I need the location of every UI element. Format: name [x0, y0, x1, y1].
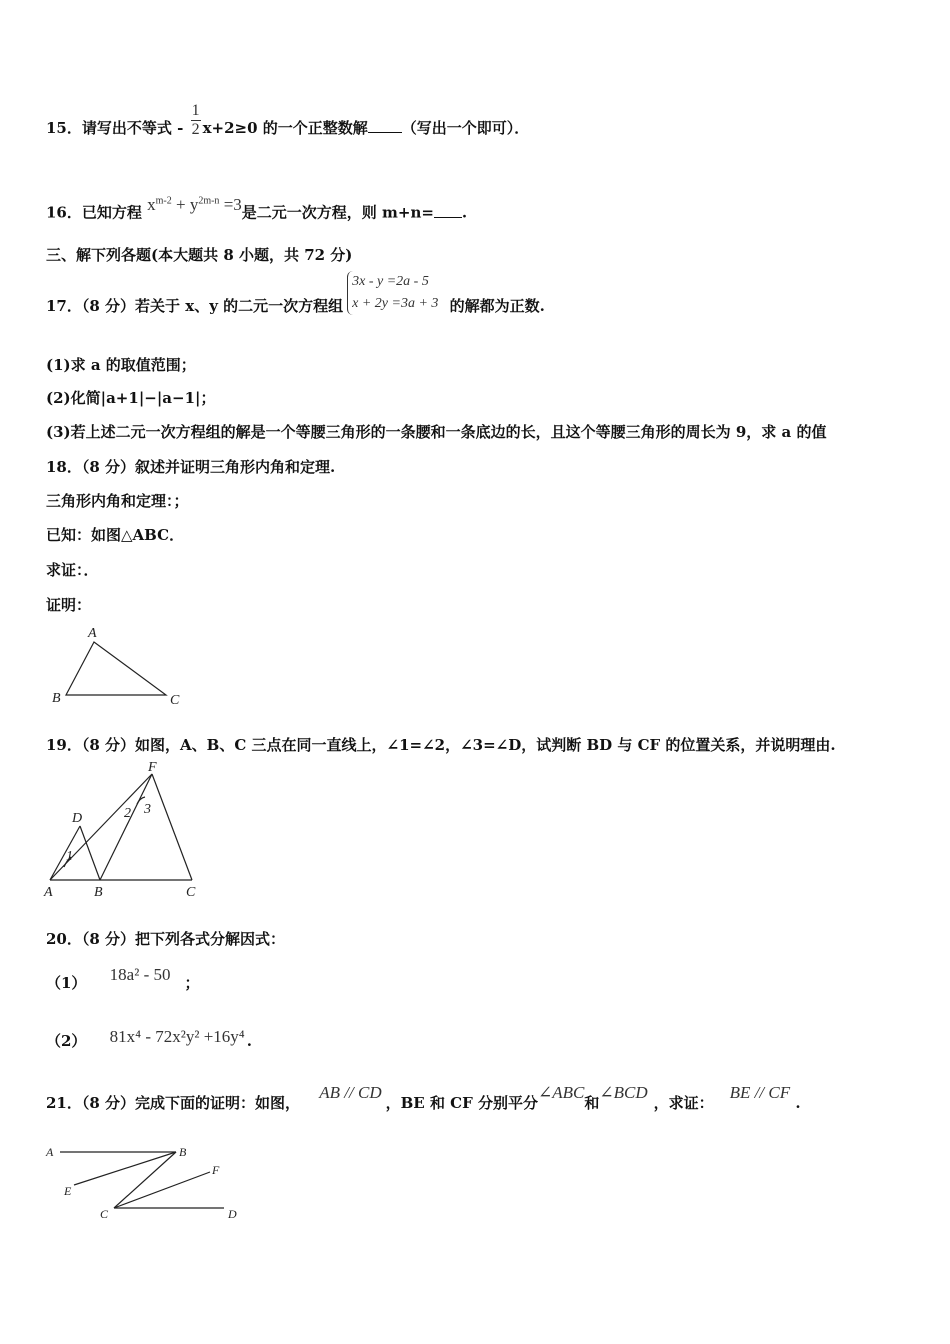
q20-s1: ； [184, 974, 200, 992]
q19-number: 19． [46, 736, 82, 754]
q15-text-b: x+2≥0 的一个正整数解 [202, 119, 368, 137]
q19-line-fc [152, 774, 192, 880]
q19-line-bf [100, 774, 152, 880]
q17-line [46, 274, 545, 316]
q21-math-be-cf: BE // CF [729, 1083, 791, 1102]
q17-p3-text: (3)若上述二元一次方程组的解是一个等腰三角形的一条腰和一条底边的长，且这个等腰三角形的周长为 9，求 a 的值 [46, 423, 827, 441]
q16-text-c: . [461, 203, 468, 222]
q21-label-d: D [228, 1207, 237, 1221]
q18-l3: 求证：． [46, 561, 99, 579]
q15-frac-num: 1 [191, 101, 200, 119]
q15-text-a: 请写出不等式 - [81, 119, 184, 137]
q21-label-b: B [179, 1145, 187, 1159]
q16-exp2: 2m-n [198, 195, 220, 206]
q16-eq: =3 [219, 194, 242, 214]
q16-text-a: 已知方程 [81, 203, 142, 222]
q17-number: 17． [46, 297, 82, 315]
q16-equation [147, 195, 242, 214]
q18-given [46, 525, 184, 545]
q21-math-bcd: ∠BCD [599, 1083, 648, 1102]
q19-label-a: A [44, 885, 53, 900]
q20-expr2: 81x⁴ - 72x²y² +16y⁴ [109, 1027, 245, 1046]
q20-line [46, 929, 285, 949]
q21-label-e: E [64, 1184, 72, 1198]
q16-answer-blank [434, 217, 462, 218]
q17-part1 [46, 355, 196, 375]
q19-line [46, 735, 836, 755]
q16-number: 16． [46, 203, 82, 222]
q19-label-f: F [148, 760, 157, 775]
q17-p2-text: (2)化简|a+1|−|a−1|； [46, 389, 216, 407]
q21-line-be [74, 1152, 176, 1185]
q21-text-b: ，BE 和 CF 分别平分 [385, 1094, 538, 1112]
q18-theorem [46, 491, 189, 511]
q17-part3 [46, 422, 826, 442]
q20-number: 20． [46, 930, 82, 948]
q19-text: （8 分）如图，A、B、C 三点在同一直线上，∠1=∠2，∠3=∠D，试判断 BD 与 CF 的位置关系，并说明理由. [81, 736, 836, 754]
q15-line [46, 101, 530, 139]
q18-triangle [66, 642, 166, 695]
q19-label-3: 3 [144, 802, 151, 817]
q17-part2 [46, 388, 215, 408]
section-title: 三、解下列各题(本大题共 8 小题，共 72 分) [46, 246, 353, 264]
q17-text-b: 的解都为正数. [444, 297, 545, 315]
q17-text-a: （8 分）若关于 x、y 的二元一次方程组 [81, 297, 344, 315]
q20-s2: . [246, 1032, 252, 1050]
q21-math-ab-cd: AB // CD [319, 1083, 382, 1102]
q20-expr1: 18a² - 50 [109, 965, 171, 984]
q21-text-e: . [790, 1094, 801, 1112]
q18-label-b: B [52, 691, 61, 706]
q18-label-a: A [88, 626, 97, 641]
q21-label-c: C [100, 1207, 109, 1221]
q21-figure [46, 1140, 256, 1225]
q18-line [46, 457, 335, 477]
q18-l1: 三角形内角和定理：； [46, 492, 189, 510]
q15-text-c: （写出一个即可）． [401, 119, 530, 137]
q21-number: 21． [46, 1094, 82, 1112]
q20-i2-label: （2） [46, 1032, 87, 1050]
q17-eq1: 3x - y =2a - 5 [352, 274, 429, 289]
q21-math-abc: ∠ABC [538, 1083, 585, 1102]
q19-label-1: 1 [66, 849, 73, 864]
q16-line [46, 194, 468, 223]
q19-label-d: D [72, 811, 83, 826]
q17-p1-text: (1)求 a 的取值范围； [46, 356, 196, 374]
q18-proof [46, 595, 91, 615]
q18-label-c: C [170, 693, 180, 708]
q20-item2 [46, 1027, 252, 1051]
q16-x: x [147, 194, 156, 214]
q18-l4: 证明： [46, 596, 92, 614]
q21-text-d: ，求证： [653, 1094, 714, 1112]
q21-line-cf [114, 1172, 210, 1208]
q18-text: （8 分）叙述并证明三角形内角和定理. [81, 458, 336, 476]
section-header [46, 245, 352, 265]
q15-answer-blank [368, 132, 402, 133]
q18-l2: 已知：如图△ABC． [46, 526, 185, 544]
q21-text-a: （8 分）完成下面的证明：如图， [81, 1094, 301, 1112]
q16-exp1: m-2 [155, 195, 172, 206]
q19-label-b: B [94, 885, 103, 900]
q18-triangle-figure [46, 622, 196, 712]
q21-label-a: A [46, 1145, 54, 1159]
q18-number: 18． [46, 458, 82, 476]
q17-eq2: x + 2y =3a + 3 [352, 296, 439, 311]
q15-fraction [191, 102, 201, 139]
q20-text: （8 分）把下列各式分解因式： [81, 930, 286, 948]
q17-equation-system [347, 271, 438, 315]
q20-item1 [46, 965, 200, 993]
q21-line-bc [114, 1152, 176, 1208]
q16-plus-y: + y [171, 194, 199, 214]
q21-label-f: F [212, 1163, 220, 1177]
q18-prove [46, 560, 99, 580]
q19-label-2: 2 [124, 806, 131, 821]
q15-frac-den: 2 [191, 120, 200, 138]
q19-line-db [80, 826, 100, 880]
q20-i1-label: （1） [46, 974, 87, 992]
q16-text-b: 是二元一次方程，则 m+n= [241, 203, 434, 222]
q21-line [46, 1083, 801, 1113]
q19-figure [44, 760, 214, 900]
q15-number: 15． [46, 119, 82, 137]
q21-text-c: 和 [584, 1094, 600, 1112]
q19-label-c: C [186, 885, 196, 900]
